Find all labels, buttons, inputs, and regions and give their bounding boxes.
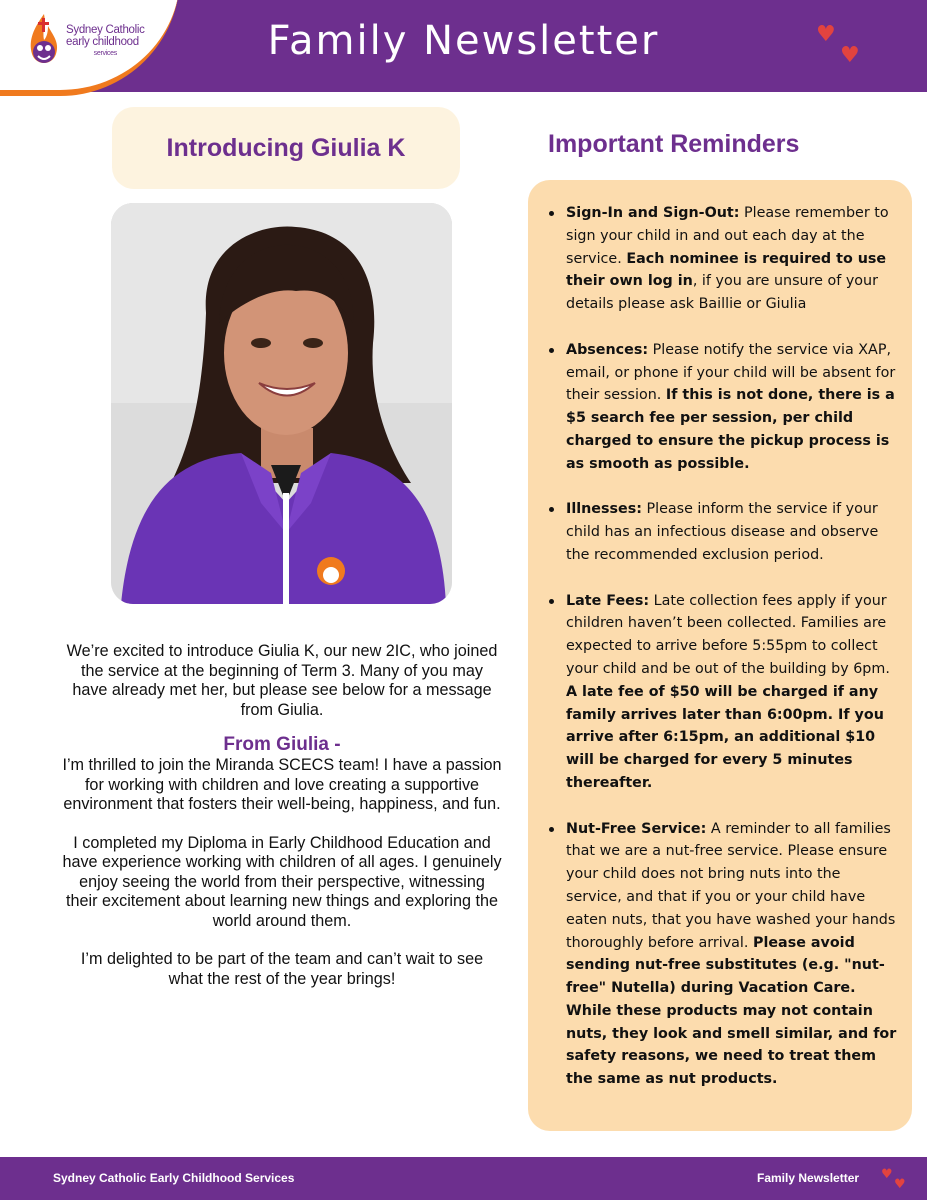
intro-body	[62, 642, 502, 989]
reminder-text: Please remember to sign your child in and out each day at the service.	[566, 205, 889, 267]
reminder-emphasis: If this is not done, there is a $5 search fee per session, per child charged to ensure the pickup process is as smooth as possible.	[566, 387, 895, 472]
message-paragraph-1: I’m thrilled to join the Miranda SCECS team! I have a passion for working with children and love creating a supportive environment that fosters their well-being, happiness, and fun.	[62, 756, 502, 813]
reminder-text: Please notify the service via XAP, email, or phone if your child will be absent for their session.	[566, 341, 896, 404]
footer-bar	[0, 1157, 927, 1200]
heart-icon: ♥	[840, 43, 860, 68]
reminder-text: A reminder to all families that we are a nut-free service. Please ensure your child does not bring nuts into the service, and that if you or your child have eaten nuts, that you have washed your hands thoroughly before arrival.	[566, 820, 896, 951]
reminder-label: Illnesses:	[566, 501, 642, 518]
portrait-image	[111, 203, 452, 604]
heart-icon: ♥	[894, 1177, 906, 1192]
reminder-emphasis: Each nominee is required to use their own log in	[566, 250, 887, 290]
reminder-sign-in	[566, 202, 898, 316]
footer-title: Family Newsletter	[757, 1171, 860, 1185]
reminder-label: Absences:	[566, 341, 649, 358]
header-bar	[0, 0, 927, 92]
intro-paragraph: We’re excited to introduce Giulia K, our new 2IC, who joined the service at the beginning of Term 3. Many of you may have already met her, but please see below for a message from Giulia.	[66, 642, 498, 719]
footer-organisation: Sydney Catholic Early Childhood Services	[53, 1171, 295, 1185]
from-heading: From Giulia -	[223, 734, 341, 755]
reminder-label: Nut-Free Service:	[566, 820, 707, 837]
heart-icon: ♥	[816, 22, 836, 47]
reminders-title: Important Reminders	[548, 130, 800, 158]
reminder-label: Sign-In and Sign-Out:	[566, 205, 740, 221]
reminders-list	[548, 202, 898, 1091]
logo-line-1: Sydney Catholic	[66, 24, 145, 36]
message-paragraph-2: I completed my Diploma in Early Childhood Education and have experience working with children of all ages. I genuinely enjoy seeing the world from their perspective, witnessing their excitement about learning new things and exploring the world around them.	[62, 833, 502, 930]
reminder-late-fees	[566, 590, 898, 795]
message-paragraph-3: I’m delighted to be part of the team and can’t wait to see what the rest of the year brings!	[80, 950, 484, 988]
reminder-absences	[566, 339, 898, 476]
logo-line-3: services	[93, 50, 117, 57]
intro-title-pill	[112, 107, 460, 189]
reminder-text: Late collection fees apply if your children haven’t been collected. Families are expected to arrive before 5:55pm to collect your child and be out of the building by 6pm.	[566, 592, 890, 677]
intro-title: Introducing Giulia K	[166, 133, 406, 162]
reminder-text: Please inform the service if your child has an infectious disease and observe the recommended exclusion period.	[566, 501, 879, 563]
reminder-nut-free	[566, 818, 898, 1092]
logo-line-2: early childhood	[66, 36, 139, 48]
reminder-text-tail: , if you are unsure of your details please ask Baillie or Giulia	[566, 273, 878, 313]
newsletter-title: Family Newsletter	[267, 18, 660, 64]
heart-icon: ♥	[881, 1167, 893, 1182]
reminder-emphasis: Please avoid sending nut-free substitutes (e.g. "nut-free" Nutella) during Vacation Care. While these products may not contain nuts, they look and smell similar, and for safety reasons, we need to treat them the same as nut products.	[566, 934, 897, 1088]
reminder-emphasis: A late fee of $50 will be charged if any family arrives later than 6:00pm. If you arrive after 6:15pm, an additional $10 will be charged for every 5 minutes thereafter.	[566, 683, 884, 791]
staff-photo	[111, 203, 452, 604]
reminder-label: Late Fees:	[566, 592, 650, 609]
reminders-box	[528, 180, 912, 1131]
reminder-illnesses	[566, 498, 898, 566]
